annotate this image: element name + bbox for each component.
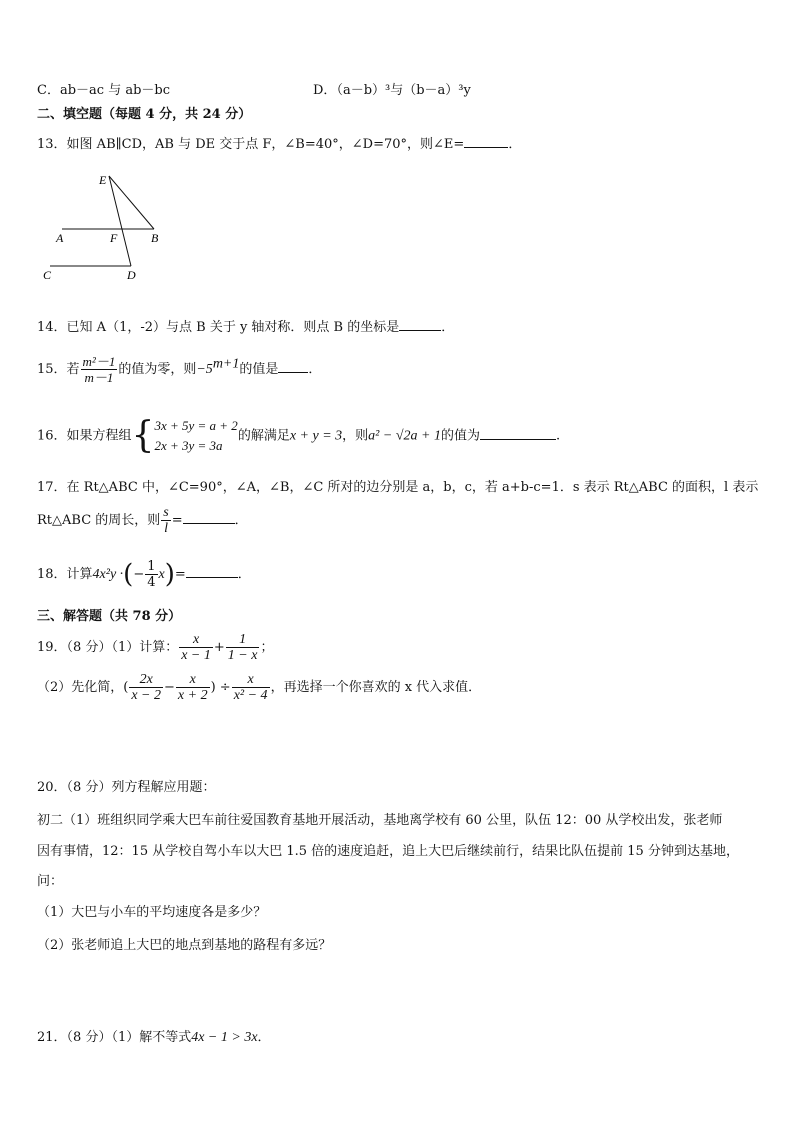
q19-fraction-3: [129, 672, 163, 703]
q17-answer-blank[interactable]: [183, 509, 235, 524]
q18-inner-sign: −: [133, 567, 145, 582]
label-d: D: [127, 268, 136, 282]
q16-expression: a² − √2a + 1: [368, 428, 441, 444]
question-20-paragraph-1: 初二（1）班组织同学乘大巴车前往爱国教育基地开展活动，基地离学校有 60 公里，队伍 12：00 从学校出发，张老师: [37, 813, 723, 828]
q19-f2-numerator: 1: [226, 632, 260, 648]
q16-condition: x + y = 3: [289, 428, 343, 444]
question-16: [37, 416, 560, 456]
label-b: B: [151, 231, 159, 245]
q16-mid2: ，则: [342, 428, 369, 444]
q14-answer-blank[interactable]: [399, 316, 441, 331]
option-c: [37, 82, 170, 100]
q13-answer-blank[interactable]: [464, 133, 508, 148]
q14-end: ．: [441, 320, 455, 335]
q13-text: 13．如图 AB∥CD，AB 与 DE 交于点 F，∠B=40°，∠D=70°，则∠E=: [37, 137, 465, 152]
q19-g1-numerator: 2x: [129, 672, 163, 688]
q17-line2-pre: Rt△ABC 的周长，则: [37, 513, 161, 528]
q17-numerator: s: [163, 505, 169, 520]
q15-post: 的值是: [239, 362, 279, 377]
label-e: E: [99, 173, 107, 187]
label-f: F: [110, 231, 118, 245]
option-d-label: D．: [313, 83, 337, 98]
q15-mid: 的值为零，则: [118, 362, 197, 377]
section-3-heading: 三、解答题（共 78 分）: [37, 609, 182, 624]
label-c: C: [43, 268, 52, 282]
q19-minus: −: [164, 680, 175, 695]
question-20-heading: 20．（8 分）列方程解应用题：: [37, 780, 216, 795]
question-18: [37, 559, 251, 590]
q19-g1-denominator: x − 2: [131, 688, 162, 703]
q19-f2-denominator: 1 − x: [227, 648, 258, 663]
q19-f1-numerator: x: [179, 632, 213, 648]
q16-end: .: [555, 428, 561, 444]
option-d-text: （a－b）³与（b－a）³y: [336, 83, 471, 98]
q19-plus: +: [213, 640, 225, 655]
section-2-heading: 二、填空题（每题 4 分，共 24 分）: [37, 107, 252, 122]
q19-line1-end: ；: [260, 640, 274, 655]
q19-g3-denominator: x² − 4: [233, 688, 268, 703]
q16-eq1: 3x + 5y = a + 2: [154, 418, 238, 433]
q17-eq: =: [171, 513, 183, 528]
q16-brace: {: [131, 415, 155, 456]
q15-expr: −5: [196, 362, 213, 377]
q18-answer-blank[interactable]: [186, 563, 238, 578]
q18-expr: 4x²y ·: [92, 567, 124, 582]
q18-fraction: [145, 559, 157, 590]
option-d: [313, 82, 471, 100]
question-21: [37, 1029, 271, 1047]
q21-inequality: 4x − 1 > 3x: [191, 1030, 258, 1045]
question-20-sub-2: （2）张老师追上大巴的地点到基地的路程有多远？: [37, 938, 332, 953]
q15-numerator: m²－1: [82, 354, 116, 369]
q17-denominator: l: [164, 521, 168, 536]
q15-fraction: [81, 354, 118, 385]
q18-end: ．: [237, 567, 251, 582]
q16-eq2: 2x + 3y = 3a: [154, 438, 223, 453]
q19-fraction-1: [179, 632, 213, 663]
question-14: [37, 316, 454, 337]
question-20-paragraph-3: 问：: [37, 874, 64, 889]
option-c-text: ab－ac 与 ab－bc: [59, 83, 170, 98]
q18-eq: =: [174, 567, 186, 582]
option-c-label: C．: [37, 83, 60, 98]
q21-end: ．: [257, 1030, 271, 1045]
question-20-paragraph-2: 因有事情，12：15 从学校自驾小车以大巴 1.5 倍的速度追赶，追上大巴后继续前行，结果比队伍提前 15 分钟到达基地，: [37, 844, 739, 859]
q13-geometry-figure: [38, 168, 168, 284]
q15-expr-exponent: m+1: [212, 356, 240, 372]
q19-g2-denominator: x + 2: [177, 688, 208, 703]
q19-line2-pre: （2）先化简，(: [37, 680, 129, 695]
q17-fraction: [161, 505, 170, 536]
q17-end: ．: [234, 513, 248, 528]
q21-pre: 21．（8 分）（1）解不等式: [37, 1030, 192, 1045]
q16-pre: 16．如果方程组: [37, 428, 132, 444]
question-13: [37, 133, 521, 154]
q15-answer-blank[interactable]: [278, 358, 308, 373]
q16-answer-blank[interactable]: [480, 425, 556, 440]
q19-fraction-4: [176, 672, 210, 703]
q19-divide: ) ÷: [210, 680, 231, 695]
q16-post: 的值为: [440, 428, 480, 444]
q13-end: ．: [508, 137, 522, 152]
q18-denominator: 4: [147, 575, 156, 590]
q15-denominator: m－1: [84, 370, 114, 385]
question-17-line1: 17．在 Rt△ABC 中，∠C=90°，∠A，∠B，∠C 所对的边分别是 a，b，c，若 a+b-c=1．s 表示 Rt△ABC 的面积，l 表示: [37, 480, 759, 495]
q19-line2-end: ，再选择一个你喜欢的 x 代入求值．: [270, 680, 482, 695]
q16-system: [154, 416, 237, 456]
q19-fraction-5: [232, 672, 270, 703]
question-17-line2: [37, 505, 248, 536]
q15-pre: 15．若: [37, 362, 80, 377]
q19-g3-numerator: x: [232, 672, 270, 688]
question-15: [37, 354, 321, 385]
q14-text: 14．已知 A（1，-2）与点 B 关于 y 轴对称．则点 B 的坐标是: [37, 320, 400, 335]
label-a: A: [56, 231, 64, 245]
q18-inner-var: x: [158, 567, 165, 582]
q19-f1-denominator: x − 1: [181, 648, 211, 663]
question-20-sub-1: （1）大巴与小车的平均速度各是多少？: [37, 905, 267, 920]
q19-fraction-2: [226, 632, 260, 663]
question-19-part1: [37, 632, 273, 663]
q18-pre: 18．计算: [37, 567, 93, 582]
q19-g2-numerator: x: [176, 672, 210, 688]
q16-mid: 的解满足: [237, 428, 290, 444]
q15-end: ．: [308, 362, 322, 377]
q18-right-paren: ): [164, 559, 175, 590]
q19-line1-pre: 19．（8 分）（1）计算：: [37, 640, 179, 655]
question-19-part2: [37, 672, 481, 703]
q18-left-paren: (: [123, 559, 134, 590]
q18-numerator: 1: [147, 559, 156, 574]
